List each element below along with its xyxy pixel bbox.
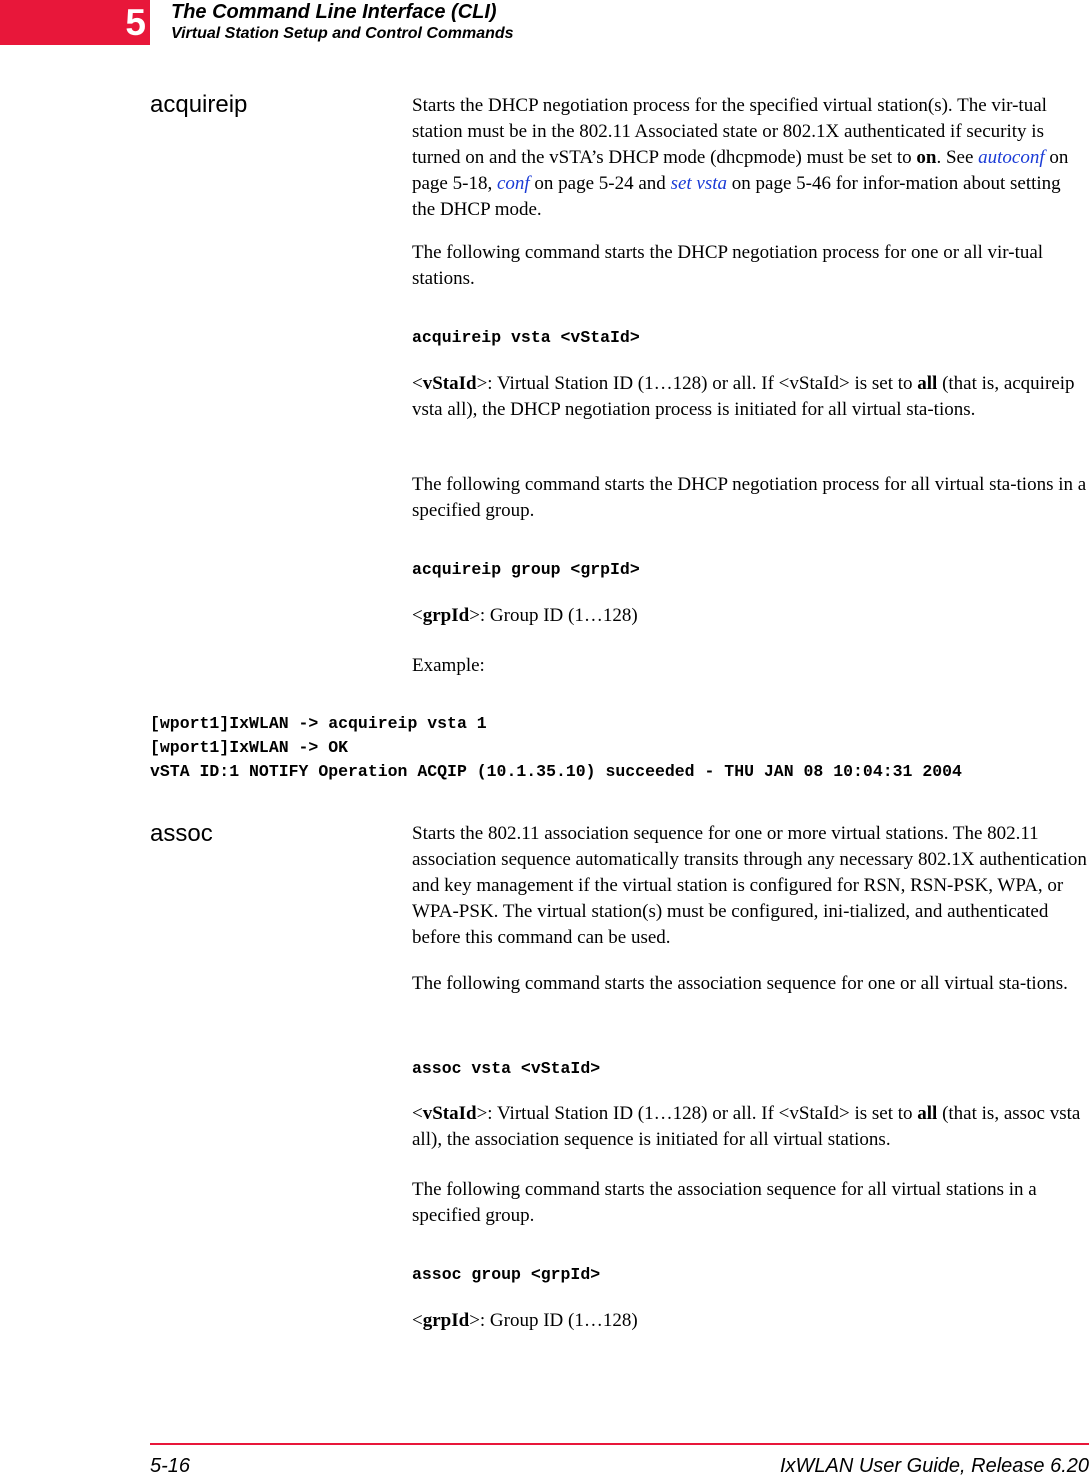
bold-on: on <box>916 147 937 168</box>
term-assoc: assoc <box>150 820 213 847</box>
assoc-vstaid-param <box>412 1101 1088 1153</box>
param-name: vStaId <box>422 373 477 394</box>
text-span: >: Group ID (1…128) <box>469 1310 638 1331</box>
header-subtitle: Virtual Station Setup and Control Commands <box>171 25 514 42</box>
code-line: [wport1]IxWLAN -> OK <box>150 738 349 757</box>
assoc-vsta-command: assoc vsta <vStaId> <box>412 1059 601 1078</box>
assoc-intro-vsta: The following command starts the association sequence for one or all virtual sta-tions. <box>412 973 1068 994</box>
acquireip-vstaid-param <box>412 371 1088 423</box>
text-span: Starts the DHCP negotiation process for the specified virtual station(s). The vir-tual station must be in the 802.11 Associated state or 802.1X authenticated if security is turned on and the vSTA’s DHCP mode (dhcpmode) must be set to <box>412 95 1047 168</box>
param-name: grpId <box>422 1310 470 1331</box>
text-span: . See <box>936 147 979 168</box>
acquireip-group-command: acquireip group <grpId> <box>412 560 640 579</box>
acquireip-description <box>412 93 1088 223</box>
acquireip-vsta-command: acquireip vsta <vStaId> <box>412 328 640 347</box>
example-label: Example: <box>412 655 485 676</box>
acquireip-intro-vsta: The following command starts the DHCP negotiation process for one or all vir-tual stations. <box>412 242 1044 289</box>
code-line: vSTA ID:1 NOTIFY Operation ACQIP (10.1.35.10) succeeded - THU JAN 08 10:04:31 2004 <box>150 762 962 781</box>
text-span: on page 5-18, <box>412 147 1069 194</box>
text-span: (that is, assoc vsta all), the association sequence is initiated for all virtual stations. <box>412 1103 1081 1150</box>
text-span: on page 5-24 and <box>529 173 671 194</box>
chapter-number: 5 <box>125 2 146 43</box>
link-autoconf[interactable]: autoconf <box>978 147 1045 168</box>
code-example <box>150 712 962 784</box>
assoc-intro-group: The following command starts the association sequence for all virtual stations in a specified group. <box>412 1179 1037 1226</box>
footer-page-number: 5-16 <box>150 1455 191 1477</box>
acquireip-intro-group: The following command starts the DHCP negotiation process for all virtual sta-tions in a specified group. <box>412 474 1087 521</box>
text-span: >: Virtual Station ID (1…128) or all. If <vStaId> is set to <box>476 1103 918 1124</box>
acquireip-grpid-param <box>412 603 1088 629</box>
assoc-description: Starts the 802.11 association sequence for one or more virtual stations. The 802.11 association sequence automatically transits through any necessary 802.1X authentication and key management if the virtual station is configured for RSN, RSN-PSK, WPA, or WPA-PSK. The virtual station(s) must be configured, ini-tialized, and authenticated before this command can be used. <box>412 823 1087 948</box>
link-conf[interactable]: conf <box>496 173 530 194</box>
text-span: >: Group ID (1…128) <box>469 605 638 626</box>
text-span: < <box>412 373 423 394</box>
text-span: < <box>412 1310 423 1331</box>
footer-rule <box>150 1443 1089 1445</box>
text-span: < <box>412 1103 423 1124</box>
param-name: vStaId <box>422 1103 477 1124</box>
footer-doc-title: IxWLAN User Guide, Release 6.20 <box>779 1455 1089 1477</box>
assoc-group-command: assoc group <grpId> <box>412 1265 601 1284</box>
assoc-grpid-param <box>412 1308 1088 1334</box>
bold-all: all <box>917 1103 938 1124</box>
chapter-tab <box>0 0 150 45</box>
code-line: [wport1]IxWLAN -> acquireip vsta 1 <box>150 714 487 733</box>
text-span: (that is, acquireip vsta all), the DHCP negotiation process is initiated for all virtual sta-tions. <box>412 373 1075 420</box>
link-set-vsta[interactable]: set vsta <box>670 173 728 194</box>
bold-all: all <box>917 373 938 394</box>
header-title: The Command Line Interface (CLI) <box>171 1 497 23</box>
param-name: grpId <box>422 605 470 626</box>
text-span: on page 5-46 for infor-mation about setting the DHCP mode. <box>412 173 1061 220</box>
text-span: >: Virtual Station ID (1…128) or all. If <vStaId> is set to <box>476 373 918 394</box>
text-span: < <box>412 605 423 626</box>
term-acquireip: acquireip <box>150 91 248 118</box>
